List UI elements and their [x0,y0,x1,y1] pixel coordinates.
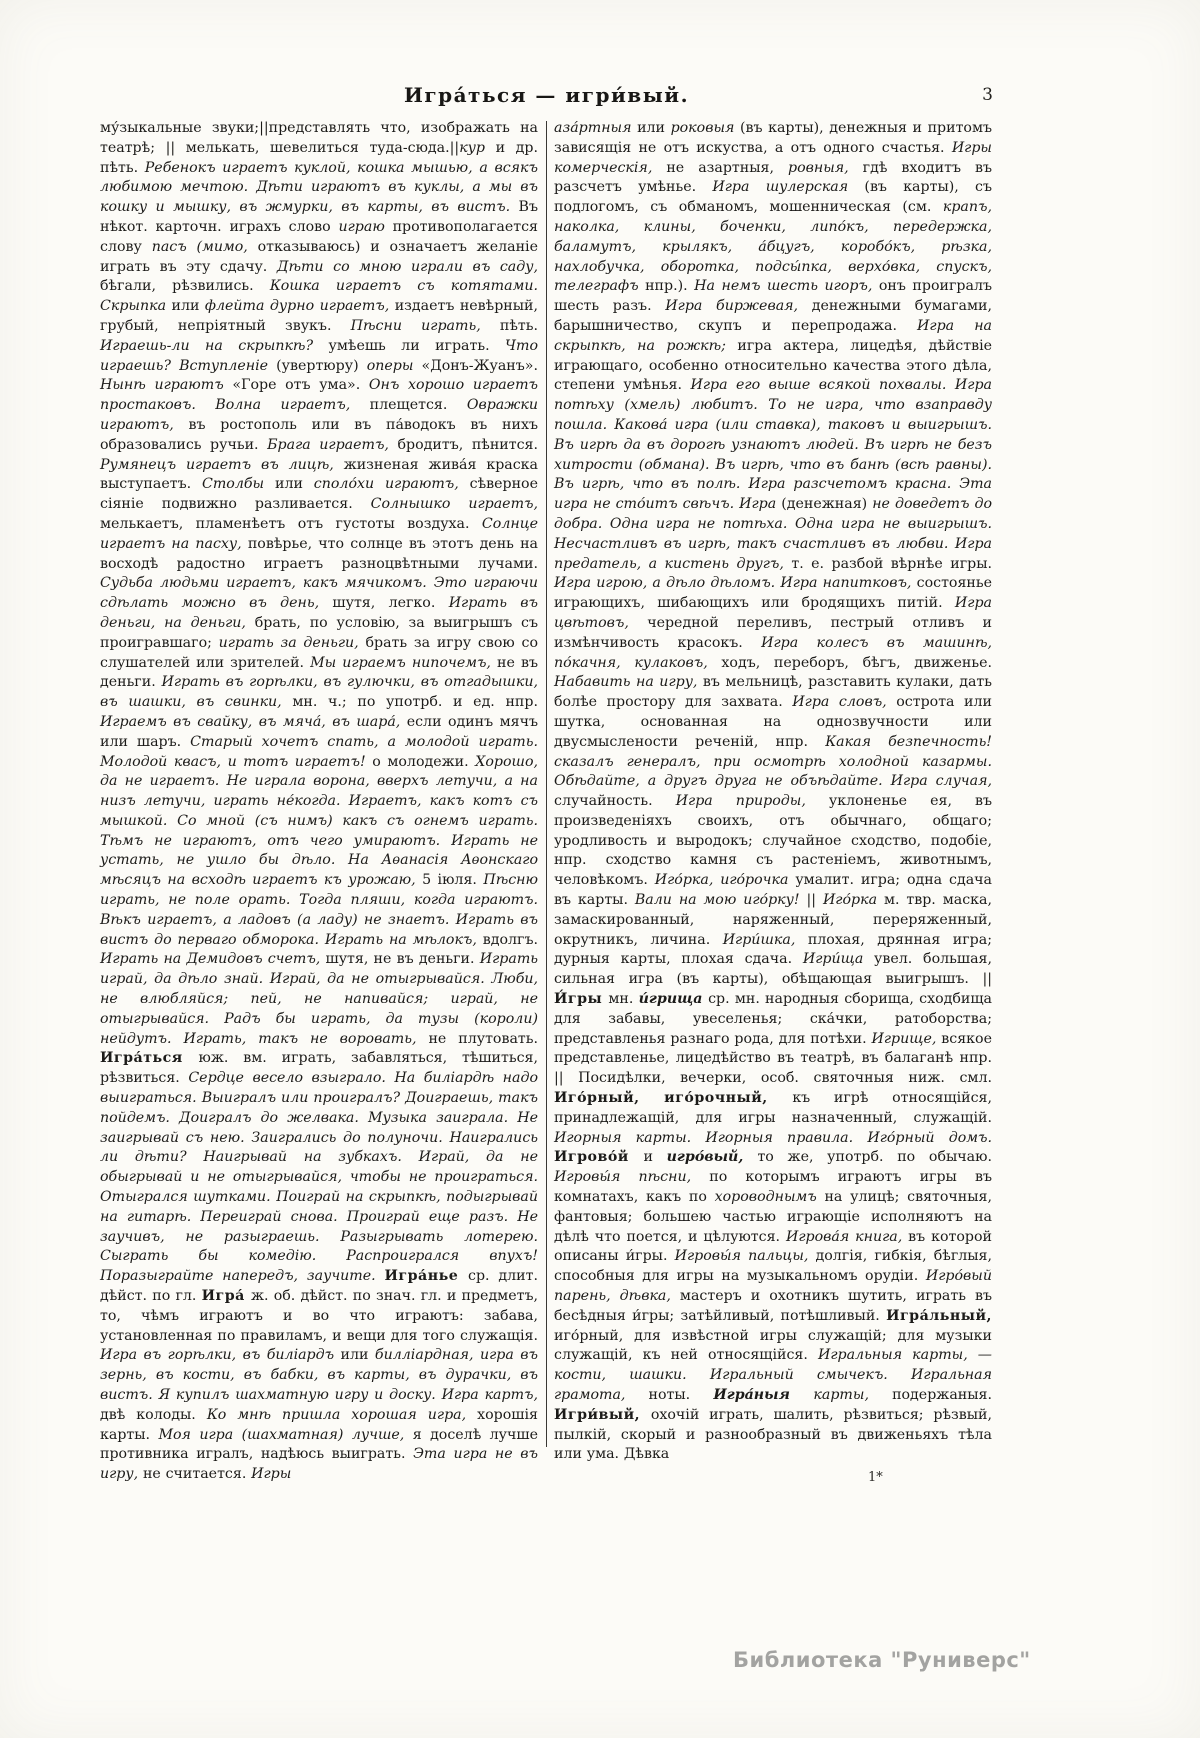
text-run: жизненая жива́я краска выступаетъ. [100,456,539,493]
text-run: Играть въ горѣлки, въ гулючки, въ отгадышки, въ шашки, въ свинки, [100,674,538,711]
text-run: ж. об. дѣйст. по знач. гл. и предметъ, то, чѣмъ играютъ и во что играютъ: забава, установленная по правиламъ, и вещи для того служащія. [100,1288,538,1344]
text-run: нпр.). [645,278,695,295]
column-divider-rule [546,121,547,1447]
text-run: мелькаетъ, пламенѣетъ отъ густоты воздуха. [100,515,482,532]
text-run: мн. [608,991,639,1008]
text-run: Какая безпечность! сказалъ генералъ, при осмотрѣ холодной казармы. Обѣдайте, а другъ друга не объѣдайте. Игра случая, [554,733,993,790]
text-run: Игра въ горѣлки, въ биліардъ [100,1347,341,1364]
text-run: случайность. [554,793,676,810]
text-run: му́зыкальные звуки;||представлять что, изображать на театрѣ; || мелькать, шевелиться туда-сюда.|| [100,120,538,156]
text-run: брать, по условію, за выигрышъ съ проигравшаго; [100,614,539,651]
text-run: Въ нѣкот. карточн. играхъ слово [100,199,538,235]
text-run: на улицѣ; святочныя, фантовыя; большею частью играющіе исполняютъ на дѣлѣ что поется, и цѣлуются. [554,1189,992,1245]
text-run: то же, употрб. по обычаю. [757,1149,992,1166]
text-run: играть за деньги, [218,634,366,651]
text-run: въ мельницѣ, разставить кулаки, дать болѣе простору для захвата. [554,674,992,711]
text-run: состоянье играющихъ, шибающихъ или бродящихъ питій. [554,575,992,612]
text-run: Игорныя карты. Игорныя правила. Иго́рный домъ. [554,1129,992,1146]
text-run: гдѣ входитъ въ разсчетъ умѣнье. [554,159,992,196]
text-run: и др. пѣть. [100,139,539,176]
text-run: Игра колесъ въ машинѣ, по́качня, кулаковъ, [554,634,992,671]
text-run: я доселѣ лучше противника игралъ, надѣюсь выиграть. [100,1426,538,1463]
library-watermark: Библиотека "Руниверс" [733,1648,1031,1672]
text-run: Овражки играютъ, [100,397,538,433]
text-run: не считается. [142,1466,252,1483]
text-run: флейта дурно играетъ, [204,298,395,315]
text-run: Игральныя карты, — кости, шашки. Игральный смычекъ. Игральная грамота, [554,1347,992,1403]
text-run: кур [459,139,485,156]
text-run: Игри́вый, [554,1406,651,1423]
text-run: Столбы [202,476,275,493]
text-run: подержаныя. [892,1387,992,1403]
text-run: Набавить на игру, [554,674,703,691]
text-run: Игри́шка, [722,931,808,948]
text-run: Игровы́я пѣсни, [554,1169,710,1186]
text-run: не азартныя, [666,159,788,176]
text-run: || [806,892,823,909]
text-run: Игры [251,1466,292,1483]
text-run: о молодежи. [372,753,476,770]
text-run: Игра словъ, [792,694,897,711]
text-run: если одинъ мячъ или шаръ. [100,713,538,750]
text-run: билліардная, игра въ зернь, въ кости, въ бабки, въ карты, въ дурачки, въ вистъ. Я купилъ шахматную игру и доску. Игра картъ, [100,1347,539,1403]
text-run: Вали на мою иго́рку! [634,892,807,909]
text-run: ходъ, переборъ, бѣгъ, движенье. [721,654,992,671]
text-run: не доведетъ до добра. Одна игра не потѣха. Одна игра не выигрышъ. Несчастливъ въ игрѣ, такъ счастливъ въ любви. Игра предатель, а кистень другъ, [554,496,992,572]
text-run: Старый хочетъ спать, а молодой играть. Молодой квасъ, и тотъ играетъ! [100,733,538,770]
text-run: Играемъ въ свайку, въ мяча́, въ шара́, [100,713,407,730]
text-run: не плутовать. [428,1030,538,1047]
text-run: умалит. игра; одна сдача въ карты. [554,872,992,909]
text-run: споло́хи играютъ, [313,476,470,493]
text-run: Судьба людьми играетъ, какъ мячикомъ. Это играючи сдѣлать можно въ день, [100,575,538,612]
text-run: юж. вм. играть, забавляться, тѣшиться, рѣзвиться. [100,1050,538,1087]
text-run: «Горе отъ ума». [232,377,369,394]
text-run: Игра́льный, [886,1307,992,1324]
text-run: Игровы́я пальцы, [674,1248,816,1265]
text-run: въ ростополь или въ па́водокъ въ нихъ образовались ручьи. [100,416,538,453]
text-run: Игра игрою, а дѣло дѣломъ. Игра напитковъ, [554,575,917,592]
text-run: Играть въ деньги, на деньги, [100,595,538,631]
text-run: уклоненье ея, въ произведеніяхъ своихъ, отъ обычнаго, общаго; уродливость и выродокъ; случайное сходство, подобіе, нпр. сходство камня съ растеніемъ, животнымъ, человѣкомъ. [554,793,993,889]
text-run: И́гры [554,991,609,1008]
text-run: Дѣти со мною играли въ саду, [276,258,538,275]
text-run: Игро́вый парень, дѣвка, [554,1268,992,1305]
text-run: Онъ хорошо играетъ простаковъ. Волна играетъ, [100,377,538,414]
text-run: или [637,120,671,136]
text-run: Игрище, [871,1030,942,1047]
text-run: плохая, дрянная игра; дурныя карты, плохая сдача. [554,931,992,968]
text-run: Игри́ща [802,951,875,968]
text-run: Мы играемъ нипочемъ, [310,654,498,671]
text-run: иго́рный, для извѣстной игры служащій; для музыки служащій, къ ней относящійся. [554,1327,992,1364]
text-run: Игрово́й [554,1149,644,1166]
text-run: Игра природы, [675,793,829,810]
text-run: крапъ, наколка, клины, боченки, липо́къ, передержка, баламутъ, крылякъ, а́бцугъ, коробо́къ, рѣзка, нахлобучка, оборотка, подсы́пка, верхо́вка, спускъ, телеграфъ [554,199,992,295]
text-run: отказываюсь) и означаетъ желаніе играть въ эту сдачу. [100,238,538,275]
text-run: Эта игра не въ игру, [100,1446,538,1483]
text-column-right [554,119,992,1465]
text-run: Играть на Демидовъ счетъ, [100,951,326,968]
text-run: пасъ (мимо, [151,238,258,255]
text-run: острота или шутка, основанная на однозвучности или двусмыслености реченій, нпр. [554,694,992,750]
text-run: Игра на скрыпкѣ, на рожкѣ; [554,317,992,354]
text-run: Ребенокъ играетъ куклой, кошка мышью, а всякъ любимою мечтою. Дѣти играютъ въ куклы, а мы въ кошку и мышку, въ жмурки, въ карты, въ вистъ. [100,159,538,216]
text-run: Ко мнѣ пришла хорошая игра, [206,1406,478,1423]
text-run: м. твр. маска, замаскированный, наряженный, переряженный, окрутникъ, личина. [554,892,992,948]
text-run: Иго́рка, иго́рочка [654,872,796,889]
page-number: 3 [982,85,993,105]
text-run: (въ карты), денежныя и притомъ зависящія не отъ искуства, а отъ одного счастья. [554,120,993,156]
text-run: Брага играетъ, [267,436,398,453]
text-run: (денежная) [781,496,873,513]
text-run: въ которой описаны и́гры. [554,1228,992,1265]
text-run: шутя, не въ деньги. [325,951,480,968]
text-run: Иго́рка [822,892,884,909]
text-run: Игра биржевая, [665,298,812,315]
text-run: или [340,1347,375,1364]
running-head-title: Игра́ться — игри́вый. [403,83,690,107]
text-run: бѣгали, рѣзвились. [100,278,270,295]
text-run: Что играешь? Вступленіе [100,337,538,374]
text-run: хорошія карты. [100,1406,538,1443]
text-run: двѣ колоды. [100,1406,207,1423]
text-run: Игра́ [201,1288,251,1305]
text-run: не въ деньги. [100,654,538,691]
text-run: Игра цвѣтовъ, [554,595,992,631]
text-run: Игра его выше всякой похвалы. Игра потѣху (хмель) любитъ. То не игра, что взаправду пошла. Какова́ игра (или ставка), таковъ и выигрышъ. Въ игрѣ да въ дорогѣ узнаютъ людей. Въ игрѣ не безъ хитрости (обмана). Въ игрѣ, что въ банѣ (всѣ равны). Въ игрѣ, что въ полѣ. Игра разсчетомъ красна. Эта игра не сто́итъ свѣчъ. Игра [554,377,992,513]
text-run: Моя игра (шахматная) лучше, [158,1426,413,1443]
text-run: шутя, легко. [332,595,449,612]
text-run: повѣрье, что солнце въ этотъ день на восходѣ радостно играетъ разноцвѣтными лучами. [100,535,538,572]
text-column-left [100,119,538,1485]
text-run: издаетъ невѣрный, грубый, непріятный звукъ. [100,298,539,334]
text-run: хороводнымъ [714,1189,825,1206]
text-run: онъ проигралъ шесть разъ. [554,278,992,315]
text-run: (увертюру) [276,357,367,374]
text-run: бродитъ, пѣнится. [397,436,538,453]
text-run: Игра́ныя [713,1387,814,1403]
text-run: Кошка играетъ съ котятами. Скрыпка [100,278,538,315]
text-run: Играть играй, да дѣло знай. Играй, да не отыгрывайся. Люби, не влюбляйся; пей, не напивайся; играй, не отыгрывайся. Радъ бы играть, да тузы (короли) нейдутъ. Играть, такъ не воровать, [100,951,538,1047]
text-run: Хорошо, да не играетъ. Не играла ворона, вверхъ летучи, а на низъ летучи, играть не́когда. Играетъ, какъ котъ съ мышкой. Со мной (съ нимъ) какъ съ огнемъ играть. Тѣмъ не играютъ, отъ чего умираютъ. Играть не устать, не ушло бы дѣло. На Аѳанасія Аѳонскаго мѣсяцъ на всходѣ играетъ къ урожаю, [100,753,538,889]
text-run: ровныя, [787,159,863,176]
text-run: игра актера, лицедѣя, дѣйствіе играющаго, особенно относительно качества этого дѣла, степени умѣнья. [554,337,993,394]
text-run: или [171,298,205,315]
text-run: охочій играть, шалить, рѣзвиться; рѣзвый, пылкій, скорый и разнообразный въ движеньяхъ тѣла или ума. Дѣвка [554,1406,992,1463]
printer-signature-mark: 1* [868,1470,883,1485]
text-run: ноты. [648,1387,714,1403]
text-run: мн. ч.; по употрб. и ед. нпр. [292,694,538,711]
text-run: оперы [366,357,422,374]
text-run: увел. большая, сильная игра (въ карты), обѣщающая выигрышъ. || [554,951,992,988]
text-run: т. е. разбой вѣрнѣе игры. [791,555,993,572]
text-run: На немъ шесть игоръ, [694,278,879,295]
text-run: денежными бумагами, барышничество, скупъ и перепродажа. [554,298,992,334]
text-run: Румянецъ играетъ въ лицѣ, [100,456,344,473]
text-run: Игры комерческія, [554,139,992,176]
text-run: и [643,1149,667,1166]
text-run: долгія, гибкія, бѣглыя, способныя для игры на музыкальномъ орудіи. [554,1248,993,1285]
text-run: всякое представленье, лицедѣйство въ театрѣ, въ балаганѣ нпр. || Посидѣлки, вечерки, особ. святочныя ниж. смл. [554,1030,992,1087]
text-run: «Донъ-Жуанъ». [421,357,538,374]
text-run: игро́вый, [666,1149,758,1166]
text-run: Пѣсню играть, не поле орать. Тогда пляши, когда играютъ. Вѣкъ играетъ, а ладовъ (а ладу) не знаетъ. Играть въ вистъ до перваго обморока. Играть на мѣлокъ, [100,872,538,948]
text-run: роковыя [670,120,740,136]
text-run: Нынѣ играютъ [100,377,233,394]
text-run: брать за игру свою со слушателей или зрителей. [100,634,538,671]
text-run: ср. длит. дѣйст. по гл. [100,1268,538,1305]
text-run: сѣверное сіяніе подвижно разливается. [100,476,538,513]
text-run: Солнышко играетъ, [370,496,538,513]
text-run: или [274,476,314,493]
text-run: Игра́нье [384,1268,469,1285]
text-run: Игрова́я книга, [785,1228,909,1245]
text-run: (въ карты), съ подлогомъ, съ обманомъ, мошенническая (см. [554,179,992,216]
text-run: Солнце играетъ на пасху, [100,515,538,552]
text-run: мастеръ и охотникъ шутить, играть въ бесѣдныя и́гры; затѣйливый, потѣшливый. [554,1288,992,1324]
text-run: и́грища [638,991,709,1008]
text-run: карты, [813,1387,893,1403]
text-run: 5 іюля. [422,872,484,889]
text-run: Игра шулерская [712,179,865,196]
text-run: аза́ртныя [554,120,638,136]
text-run: вдолгъ. [482,931,538,948]
text-run: Игра́ться [100,1050,199,1067]
text-run: пѣть. [499,317,539,334]
text-run: къ игрѣ относящійся, принадлежащій, для игры назначенный, служащій. [554,1090,992,1126]
text-run: Сердце весело взыграло. На биліардѣ надо выиграться. Выигралъ или проигралъ? Доиграешь, такъ пойдемъ. Доигралъ до желвака. Музыка заиграла. Не заигрывай съ нею. Заигрались до полуночи. Наигрались ли дѣти? Наигрывай на зубкахъ. Играй, да не обыгрывай и не отыгрывайся, чтобы не проиграться. Отыгрался шутками. Поиграй на скрыпкѣ, подыгрывай на гитарѣ. Переиграй снова. Проиграй еще разъ. Не заучивъ, не разыграешь. Разыгрывать лотерею. Сыграть бы комедію. Распроигрался впухъ! Поразыграйте напередъ, заучите. [100,1070,538,1285]
text-run: Пѣсни играть, [350,317,500,334]
text-run: ср. мн. народныя сборища, сходбища для забавы, увеселенья; ска́чки, ратоборства; представленья разнаго рода, для потѣхи. [554,991,993,1047]
text-run: Играешь-ли на скрыпкѣ? [100,337,329,354]
text-run: чередной переливъ, пестрый отливъ и измѣнчивость красокъ. [554,614,992,651]
text-run: плещется. [369,397,467,414]
text-run: Иго́рный, иго́рочный, [554,1090,793,1107]
text-run: по которымъ играютъ игры въ комнатахъ, какъ по [554,1169,993,1206]
text-run: противополагается слову [100,218,538,255]
text-run: умѣешь ли играть. [328,337,506,354]
text-block [100,119,993,1485]
text-run: играю [338,218,385,235]
